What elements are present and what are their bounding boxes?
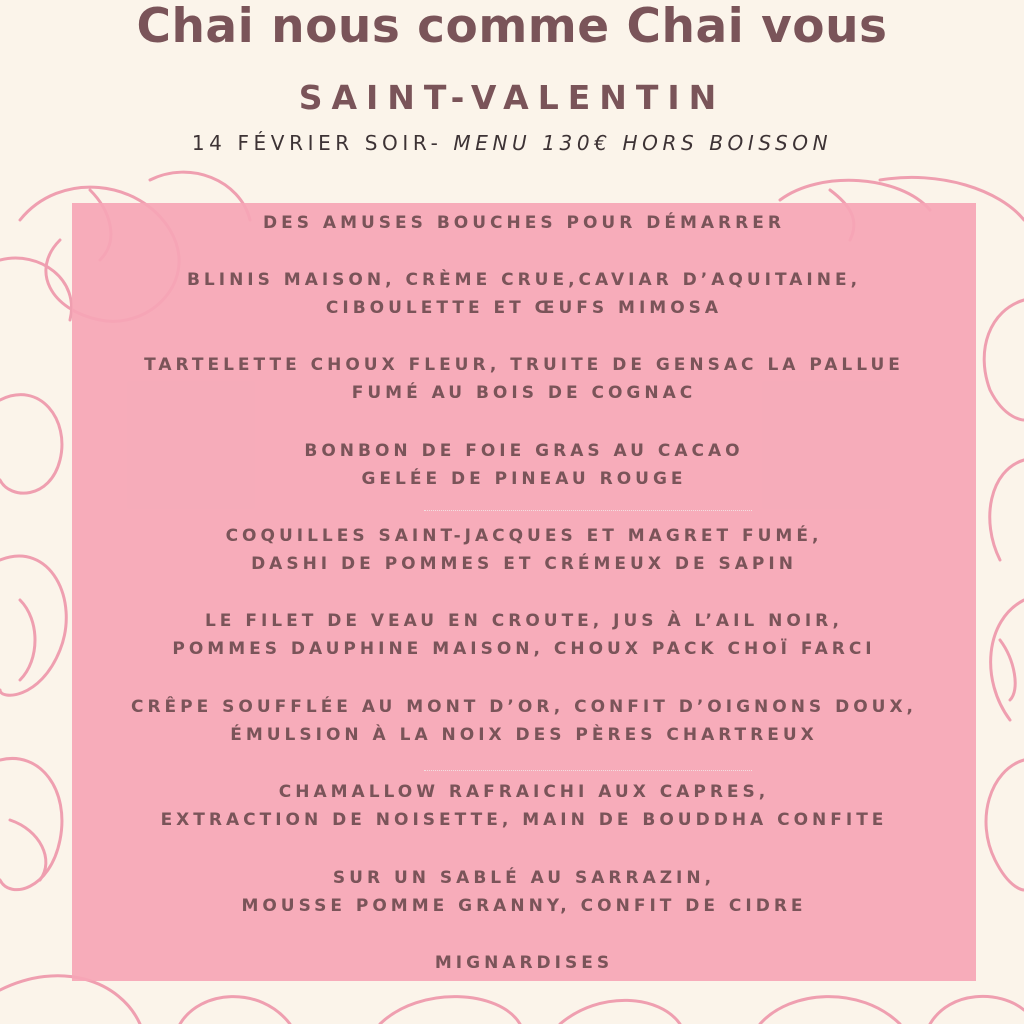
page-title: Chai nous comme Chai vous [136,0,888,54]
section-divider [424,770,752,771]
menu-panel [72,203,976,981]
menu-item [72,607,976,663]
event-subtitle: SAINT-VALENTIN [298,78,726,117]
menu-item-line: CHAMALLOW RAFRAICHI AUX CAPRES, [278,782,770,802]
menu-item-line: POMMES DAUPHINE MAISON, CHOUX PACK CHOÏ FARCI [172,639,876,659]
menu-item [72,693,976,749]
menu-item [72,351,976,407]
menu-item-line: BLINIS MAISON, CRÈME CRUE,CAVIAR D’AQUITAINE, [186,270,862,290]
menu-item-line: FUMÉ AU BOIS DE COGNAC [351,383,697,403]
menu-item-line: CRÊPE SOUFFLÉE AU MONT D’OR, CONFIT D’OIGNONS DOUX, [130,697,918,717]
menu-item-line: MIGNARDISES [434,953,614,973]
menu-item [72,209,976,237]
menu-item-line: EXTRACTION DE NOISETTE, MAIN DE BOUDDHA CONFITE [160,810,888,830]
menu-item-line: LE FILET DE VEAU EN CROUTE, JUS À L’AIL NOIR, [204,611,844,631]
menu-item [72,864,976,920]
menu-item-line: ÉMULSION À LA NOIX DES PÈRES CHARTREUX [230,725,818,745]
menu-item-line: DES AMUSES BOUCHES POUR DÉMARRER [263,213,785,233]
menu-price: MENU 130€ HORS BOISSON [453,131,833,155]
menu-item-line: DASHI DE POMMES ET CRÉMEUX DE SAPIN [251,554,797,574]
menu-item-line: CIBOULETTE ET ŒUFS MIMOSA [325,298,723,318]
date-line [0,130,1024,156]
menu-item [72,266,976,322]
menu-item [72,949,976,977]
menu-item-line: COQUILLES SAINT-JACQUES ET MAGRET FUMÉ, [225,526,823,546]
menu-item-line: GELÉE DE PINEAU ROUGE [361,469,687,489]
menu-item [72,522,976,578]
menu-item-line: TARTELETTE CHOUX FLEUR, TRUITE DE GENSAC LA PALLUE [144,355,904,375]
event-date: 14 FÉVRIER SOIR- [191,131,443,155]
menu-item-line: MOUSSE POMME GRANNY, CONFIT DE CIDRE [241,896,807,916]
section-divider [424,510,752,511]
menu-item-line: SUR UN SABLÉ AU SARRAZIN, [332,868,716,888]
menu-item [72,437,976,493]
menu-item [72,778,976,834]
menu-item-line: BONBON DE FOIE GRAS AU CACAO [304,441,744,461]
